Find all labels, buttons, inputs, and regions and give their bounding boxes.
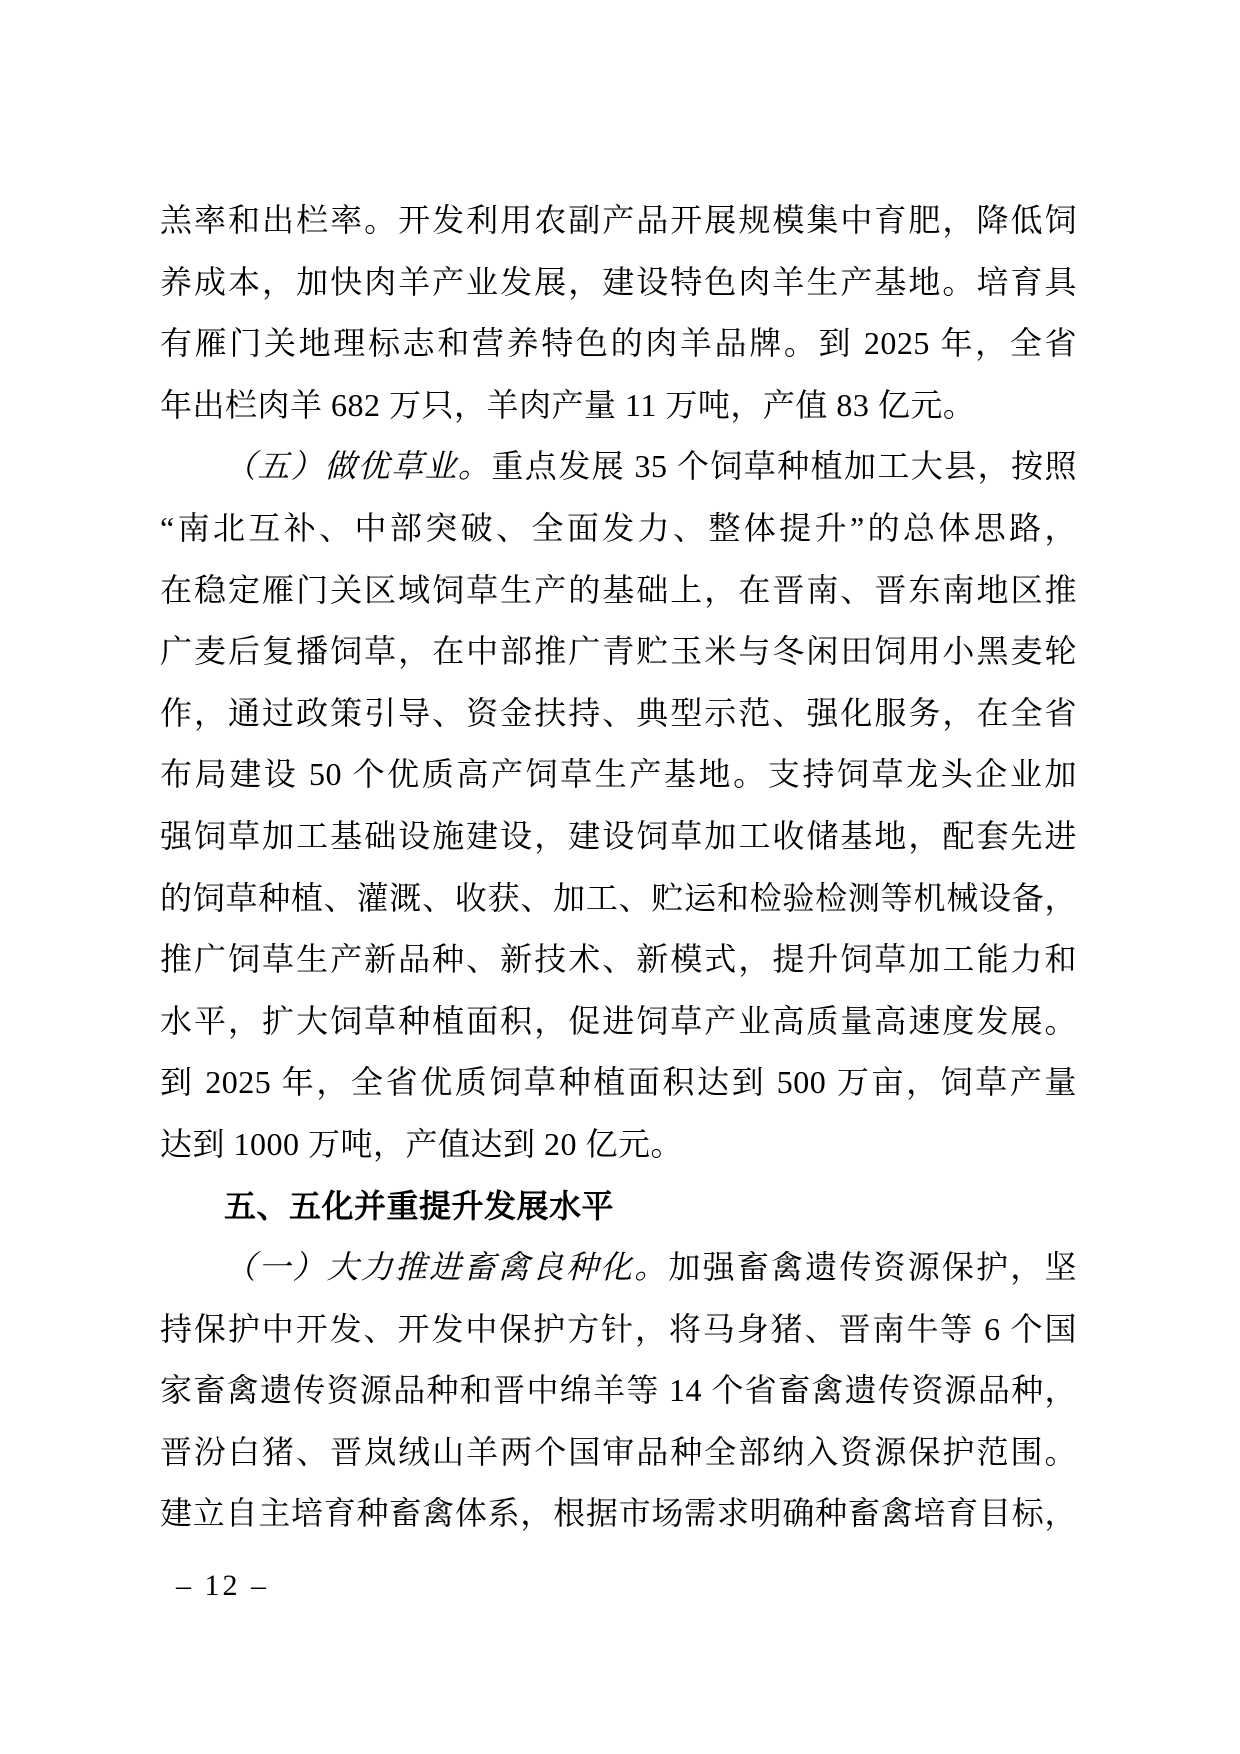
text-line: 在稳定雁门关区域饲草生产的基础上，在晋南、晋东南地区推 [160, 571, 1077, 608]
document-text-block [160, 190, 1077, 1605]
text-line: 持保护中开发、开发中保护方针，将马身猪、晋南牛等 6 个国 [160, 1310, 1077, 1347]
text-line: 到 2025 年，全省优质饲草种植面积达到 500 万亩，饲草产量 [160, 1064, 1077, 1101]
text-line: 年出栏肉羊 682 万只，羊肉产量 11 万吨，产值 83 亿元。 [160, 386, 976, 423]
text-line: 家畜禽遗传资源品种和晋中绵羊等 14 个省畜禽遗传资源品种， [160, 1372, 1077, 1409]
text-line: 作，通过政策引导、资金扶持、典型示范、强化服务，在全省 [160, 694, 1077, 731]
paragraph-lead-label: （五）做优草业。 [224, 448, 492, 485]
text-line: 有雁门关地理标志和营养特色的肉羊品牌。到 2025 年，全省 [160, 325, 1077, 362]
text-line: 水平，扩大饲草种植面积，促进饲草产业高质量高速度发展。 [160, 1002, 1077, 1039]
text-line: 推广饲草生产新品种、新技术、新模式，提升饲草加工能力和 [160, 941, 1077, 978]
text-line: 达到 1000 万吨，产值达到 20 亿元。 [160, 1125, 684, 1162]
text-line: 布局建设 50 个优质高产饲草生产基地。支持饲草龙头企业加 [160, 756, 1077, 793]
text-line: “南北互补、中部突破、全面发力、整体提升”的总体思路， [160, 509, 1077, 546]
paragraph-first-line [160, 436, 1077, 498]
page-number: – 12 – [176, 1569, 269, 1603]
section-heading: 五、五化并重提升发展水平 [224, 1187, 615, 1224]
text-line: 强饲草加工基础设施建设，建设饲草加工收储基地，配套先进 [160, 817, 1077, 854]
text-line: 广麦后复播饲草，在中部推广青贮玉米与冬闲田饲用小黑麦轮 [160, 633, 1077, 670]
text-line: 晋汾白猪、晋岚绒山羊两个国审品种全部纳入资源保护范围。 [160, 1433, 1077, 1470]
text-line: 建立自主培育种畜禽体系，根据市场需求明确种畜禽培育目标， [160, 1495, 1077, 1532]
paragraph-first-line [160, 1237, 1077, 1299]
text-line: 养成本，加快肉羊产业发展，建设特色肉羊生产基地。培育具 [160, 263, 1077, 300]
paragraph-lead-label: （一）大力推进畜禽良种化。 [224, 1249, 669, 1286]
paragraph-lead-rest: 加强畜禽遗传资源保护，坚 [668, 1249, 1077, 1286]
text-line: 的饲草种植、灌溉、收获、加工、贮运和检验检测等机械设备， [160, 879, 1077, 916]
text-line: 羔率和出栏率。开发利用农副产品开展规模集中育肥，降低饲 [160, 202, 1077, 238]
paragraph-lead-rest: 重点发展 35 个饲草种植加工大县，按照 [491, 448, 1077, 485]
